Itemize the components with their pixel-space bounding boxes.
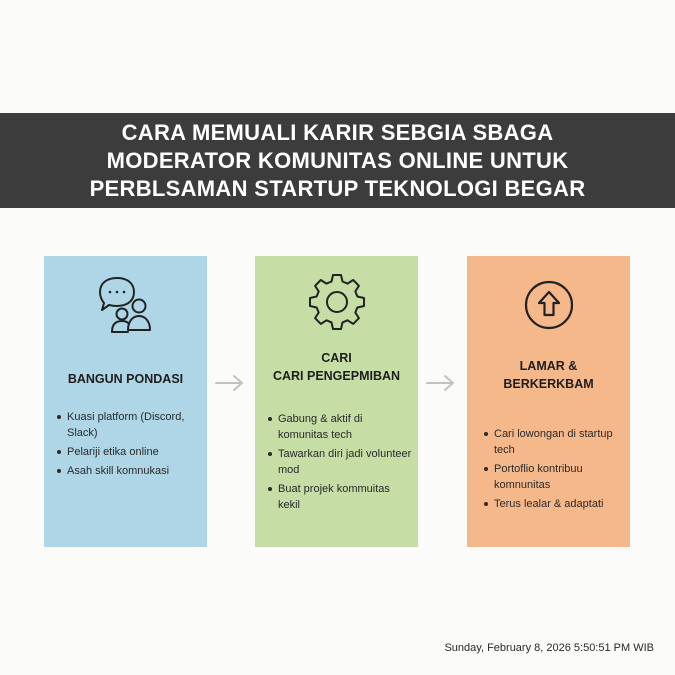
arrow-right-icon <box>424 373 458 393</box>
step-heading-line: CARI PENGEPMIBAN <box>272 369 401 383</box>
list-item: Asah skill komnukasi <box>56 463 202 479</box>
step-card-apply <box>467 256 630 547</box>
title-line-2: MODERATOR KOMUNITAS ONLINE UNTUK <box>106 147 569 173</box>
step-bullet-list <box>267 411 413 516</box>
upload-arrow-icon <box>467 278 630 332</box>
step-card-foundation <box>44 256 207 547</box>
list-item: Tawarkan diri jadi volunteer mod <box>267 446 413 478</box>
list-item: Cari lowongan di startup tech <box>483 426 629 458</box>
list-item: Gabung & aktif di komunitas tech <box>267 411 413 443</box>
title-line-3: PERBLSAMAN STARTUP TEKNOLOGI BEGAR <box>89 175 586 201</box>
chat-community-icon <box>44 272 207 336</box>
step-heading <box>467 357 630 393</box>
arrow-right-icon <box>213 373 247 393</box>
list-item: Pelariji etika online <box>56 444 202 460</box>
list-item: Kuasi platform (Discord, Slack) <box>56 409 202 441</box>
step-heading-line: BANGUN PONDASI <box>67 372 184 386</box>
list-item: Portoflio kontribuu komnunitas <box>483 461 629 493</box>
step-heading-line: BERKERKBAM <box>503 377 594 391</box>
step-heading-line: CARI <box>321 351 352 365</box>
step-card-experience <box>255 256 418 547</box>
gear-icon <box>255 272 418 332</box>
timestamp: Sunday, February 8, 2026 5:50:51 PM WIB <box>444 642 654 654</box>
step-bullet-list <box>56 409 202 482</box>
list-item: Terus lealar & adaptati <box>483 496 629 512</box>
step-bullet-list <box>483 426 629 515</box>
title-line-1: CARA MEMUALI KARIR SEBGIA SBAGA <box>121 119 554 145</box>
step-heading <box>255 349 418 385</box>
title-banner <box>0 113 675 208</box>
list-item: Buat projek kommuitas kekil <box>267 481 413 513</box>
step-heading-line: LAMAR & <box>519 359 578 373</box>
step-heading <box>44 370 207 388</box>
